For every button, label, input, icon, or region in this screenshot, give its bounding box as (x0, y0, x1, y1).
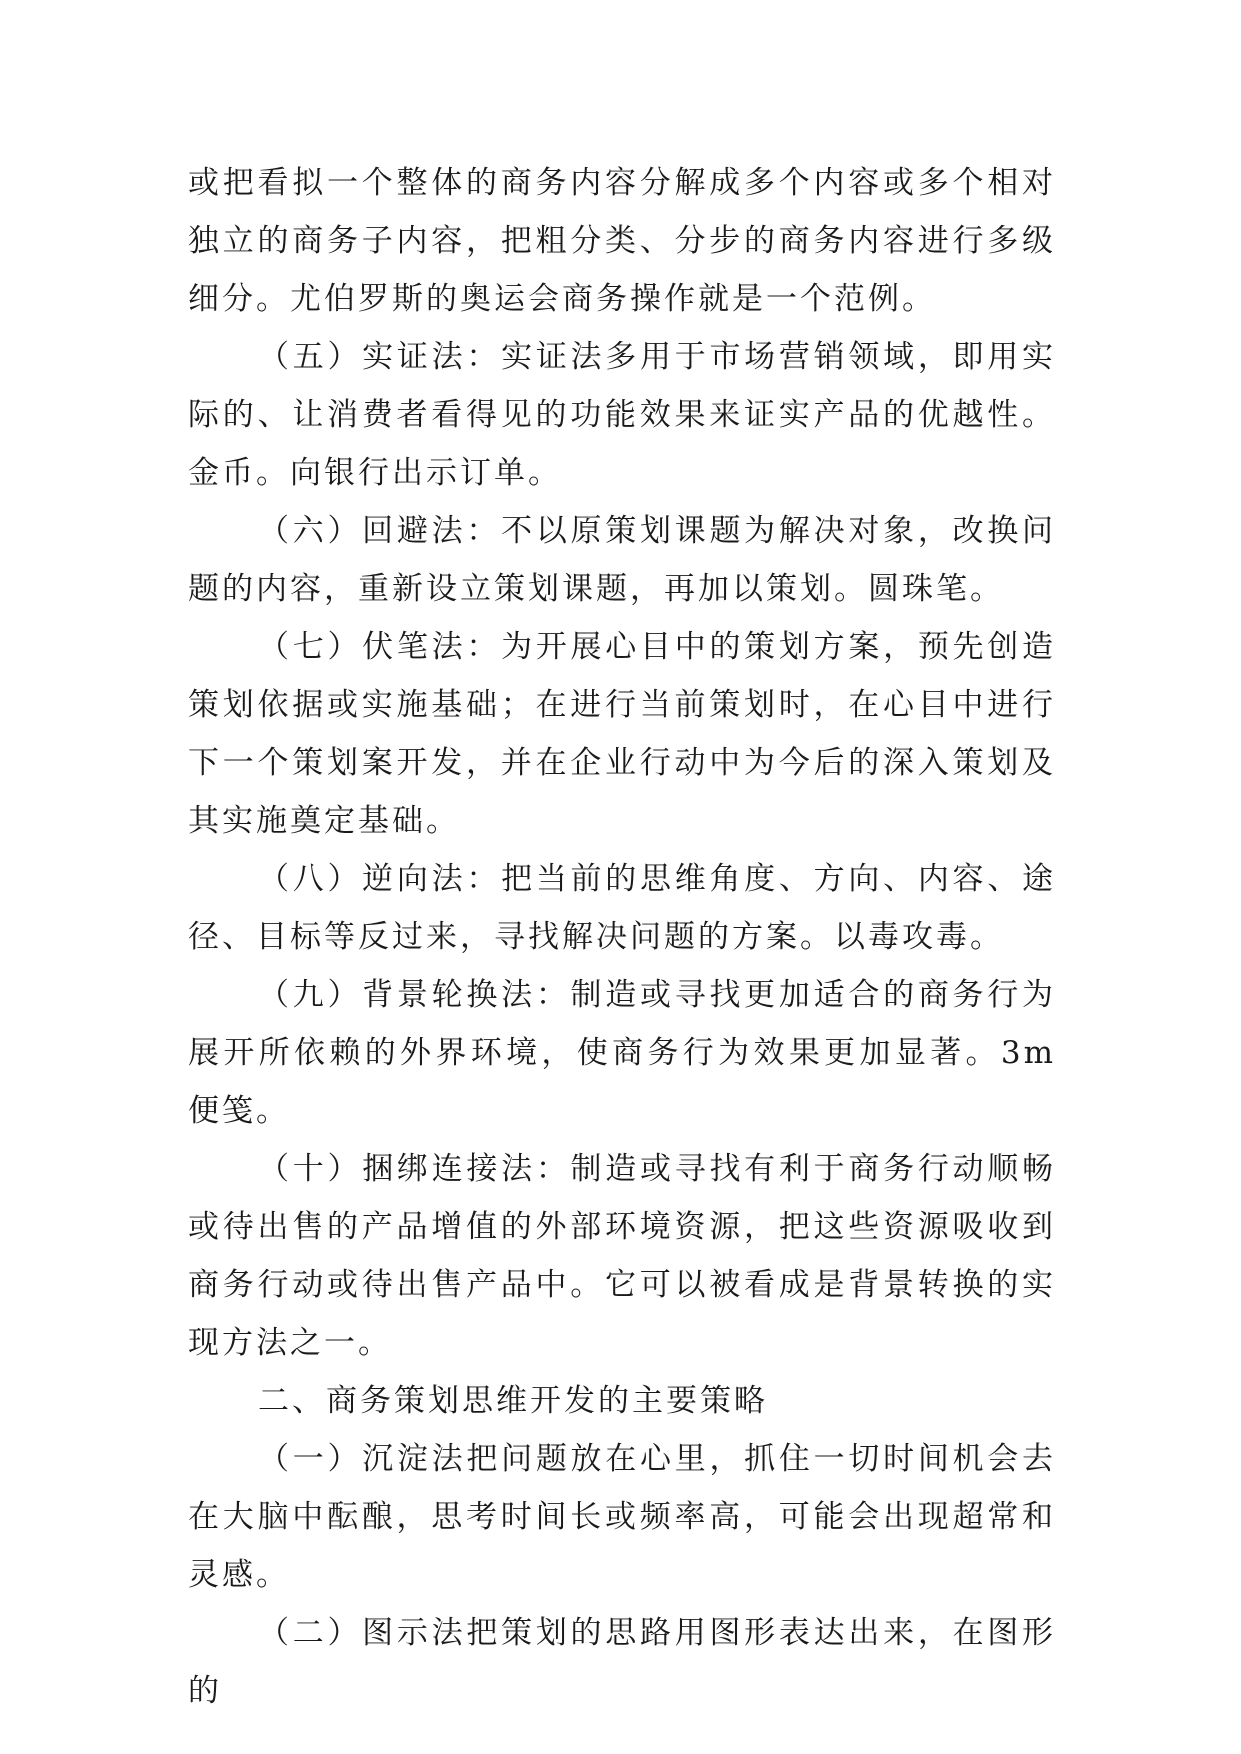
paragraph-shizheng-method: （五）实证法：实证法多用于市场营销领域，即用实际的、让消费者看得见的功能效果来证实产品的优越性。金币。向银行出示订单。 (188, 339, 1056, 491)
document-body (188, 154, 1056, 1720)
paragraph-fubi-method: （七）伏笔法：为开展心目中的策划方案，预先创造策划依据或实施基础；在进行当前策划时，在心目中进行下一个策划案开发，并在企业行动中为今后的深入策划及其实施奠定基础。 (188, 629, 1056, 839)
paragraph-tushi-method: （二）图示法把策划的思路用图形表达出来，在图形的 (188, 1615, 1056, 1709)
paragraph-continuation: 或把看拟一个整体的商务内容分解成多个内容或多个相对独立的商务子内容，把粗分类、分步的商务内容进行多级细分。尤伯罗斯的奥运会商务操作就是一个范例。 (188, 165, 1056, 317)
paragraph-huibi-method: （六）回避法：不以原策划课题为解决对象，改换问题的内容，重新设立策划课题，再加以策划。圆珠笔。 (188, 513, 1056, 607)
section-heading: 二、商务策划思维开发的主要策略 (258, 1383, 768, 1419)
paragraph-chendian-method: （一）沉淀法把问题放在心里，抓住一切时间机会去在大脑中酝酿，思考时间长或频率高，可能会出现超常和灵感。 (188, 1441, 1056, 1593)
paragraph-nixiang-method: （八）逆向法：把当前的思维角度、方向、内容、途径、目标等反过来，寻找解决问题的方案。以毒攻毒。 (188, 861, 1056, 955)
paragraph-beijing-method: （九）背景轮换法：制造或寻找更加适合的商务行为展开所依赖的外界环境，使商务行为效果更加显著。3m 便笺。 (188, 977, 1056, 1129)
paragraph-kunbang-method: （十）捆绑连接法：制造或寻找有利于商务行动顺畅或待出售的产品增值的外部环境资源，把这些资源吸收到商务行动或待出售产品中。它可以被看成是背景转换的实现方法之一。 (188, 1151, 1056, 1361)
